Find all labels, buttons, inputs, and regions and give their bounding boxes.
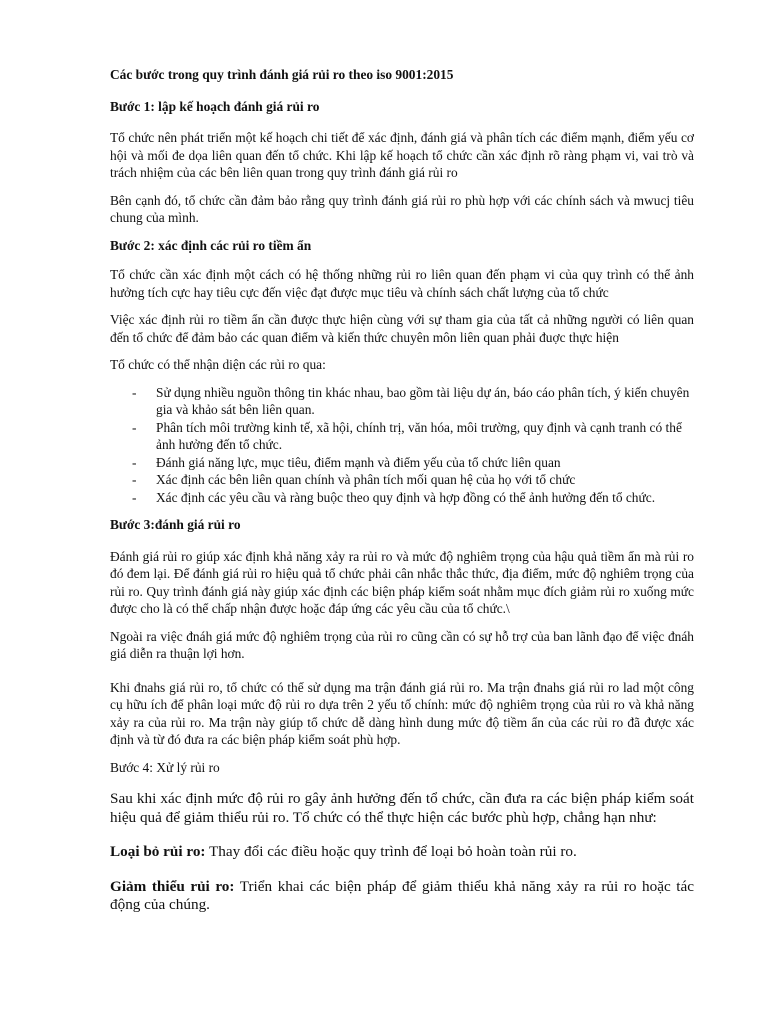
list-item-text: Sử dụng nhiều nguồn thông tin khác nhau, bao gồm tài liệu dự án, báo cáo phân tích, ý kiến chuyên gia và khảo sát bên liên quan. [156, 384, 690, 417]
dash-bullet: - [132, 419, 137, 435]
list-item [110, 471, 694, 489]
dash-bullet: - [132, 472, 137, 487]
step2-paragraph-2: Việc xác định rủi ro tiềm ẩn cần được thực hiện cùng với sự tham gia của tất cả những người có liên quan đến tổ chức để đảm bảo các quan điểm và kiến thức chuyên môn liên quan phải đuợc thực hiện [110, 312, 694, 345]
step2-paragraph-3: Tổ chức có thể nhận diện các rủi ro qua: [110, 357, 326, 372]
risk-identification-list [110, 384, 694, 507]
list-item-text: Xác định các yêu cầu và ràng buộc theo quy định và hợp đồng có thể ảnh hưởng đến tổ chức. [156, 489, 656, 505]
list-item [110, 454, 694, 472]
remove-risk-label: Loại bỏ rủi ro: [110, 843, 206, 860]
list-item [110, 419, 694, 454]
dash-bullet: - [132, 384, 137, 400]
step1-paragraph-2: Bên cạnh đó, tổ chức cần đảm bảo rằng quy trình đánh giá rủi ro phù hợp với các chính sách và mwucj tiêu chung của mình. [110, 192, 694, 225]
reduce-risk-item [110, 878, 694, 915]
list-item-text: Xác định các bên liên quan chính và phân tích mối quan hệ của họ với tổ chức [156, 472, 576, 487]
remove-risk-item [110, 843, 694, 862]
reduce-risk-text: Triển khai các biện pháp để giảm thiểu khả năng xảy ra rủi ro hoặc tác động của chúng. [110, 877, 694, 913]
step1-heading: Bước 1: lập kế hoạch đánh giá rủi ro [110, 98, 320, 114]
step2-paragraph-1: Tổ chức cần xác định một cách có hệ thống những rủi ro liên quan đến phạm vi của quy trình có thể ảnh hưởng tích cực hay tiêu cực đến việc đạt được mục tiêu và chính sách chất lượng của tổ chức [110, 267, 694, 300]
list-item-text: Phân tích môi trường kinh tế, xã hội, chính trị, văn hóa, môi trường, quy định và cạnh tranh có thể ảnh hưởng đến tổ chức. [156, 419, 682, 452]
document-title: Các bước trong quy trình đánh giá rủi ro theo iso 9001:2015 [110, 67, 454, 82]
dash-bullet: - [132, 454, 137, 470]
reduce-risk-label: Giảm thiểu rủi ro: [110, 877, 235, 895]
list-item-text: Đánh giá năng lực, mục tiêu, điểm mạnh và điểm yếu của tổ chức liên quan [156, 454, 561, 470]
step3-paragraph-2: Ngoài ra việc đnáh giá mức độ nghiêm trọng của rủi ro cũng cần có sự hỗ trợ của ban lãnh đạo để việc đnáh giá diễn ra thuận lợi hơn. [110, 628, 694, 661]
step3-heading: Bước 3:đánh giá rủi ro [110, 517, 241, 532]
step3-paragraph-1: Đánh giá rủi ro giúp xác định khả năng xảy ra rủi ro và mức độ nghiêm trọng của hậu quả tiềm ẩn mà rủi ro đó đem lại. Để đánh giá rủi ro hiệu quả tổ chức phải cân nhắc thắc thức, địa điểm, mức độ nghiêm trọng của rủi ro. Quy trình đánh giá này giúp xác định các biện pháp kiểm soát nhằm mục đích giảm rủi ro xuống mức được cho là có thể chấp nhận được hoặc đáp ứng các yêu cầu của tổ chức.\ [110, 548, 694, 616]
step1-paragraph-1: Tổ chức nên phát triển một kế hoạch chi tiết để xác định, đánh giá và phân tích các điểm mạnh, điểm yếu cơ hội và mối đe dọa liên quan đến tổ chức. Khi lập kế hoạch tổ chức cần xác định rõ ràng phạm vi, vai trò và trách nhiệm của các bên liên quan trong quy trình đánh giá rủi ro [110, 130, 694, 180]
list-item [110, 489, 694, 507]
document-body [110, 66, 694, 915]
remove-risk-text: Thay đổi các điều hoặc quy trình để loại bỏ hoàn toàn rủi ro. [205, 843, 577, 860]
step4-heading: Bước 4: Xử lý rủi ro [110, 759, 220, 775]
list-item [110, 384, 694, 419]
step2-heading: Bước 2: xác định các rủi ro tiềm ẩn [110, 237, 312, 253]
step4-paragraph-1: Sau khi xác định mức độ rủi ro gây ảnh hưởng đến tổ chức, cần đưa ra các biện pháp kiểm soát hiệu quả để giảm thiểu rủi ro. Tổ chức có thể thực hiện các bước phù hợp, chẳng hạn như: [110, 790, 694, 826]
dash-bullet: - [132, 489, 137, 505]
step3-paragraph-3: Khi đnahs giá rủi ro, tổ chức có thể sử dụng ma trận đánh giá rủi ro. Ma trận đnahs giá rủi ro lad một công cụ hữu ích để phân loại mức độ rủi ro dựa trên 2 yếu tố chính: mức độ nghiêm trọng của rủi ro và khả năng xảy ra của rủi ro. Ma trận này giúp tổ chức dễ dàng hình dung mức độ tiềm ẩn của các rủi ro đã được xác định và từ đó đưa ra các biện pháp kiểm soát phù hợp. [110, 679, 694, 747]
